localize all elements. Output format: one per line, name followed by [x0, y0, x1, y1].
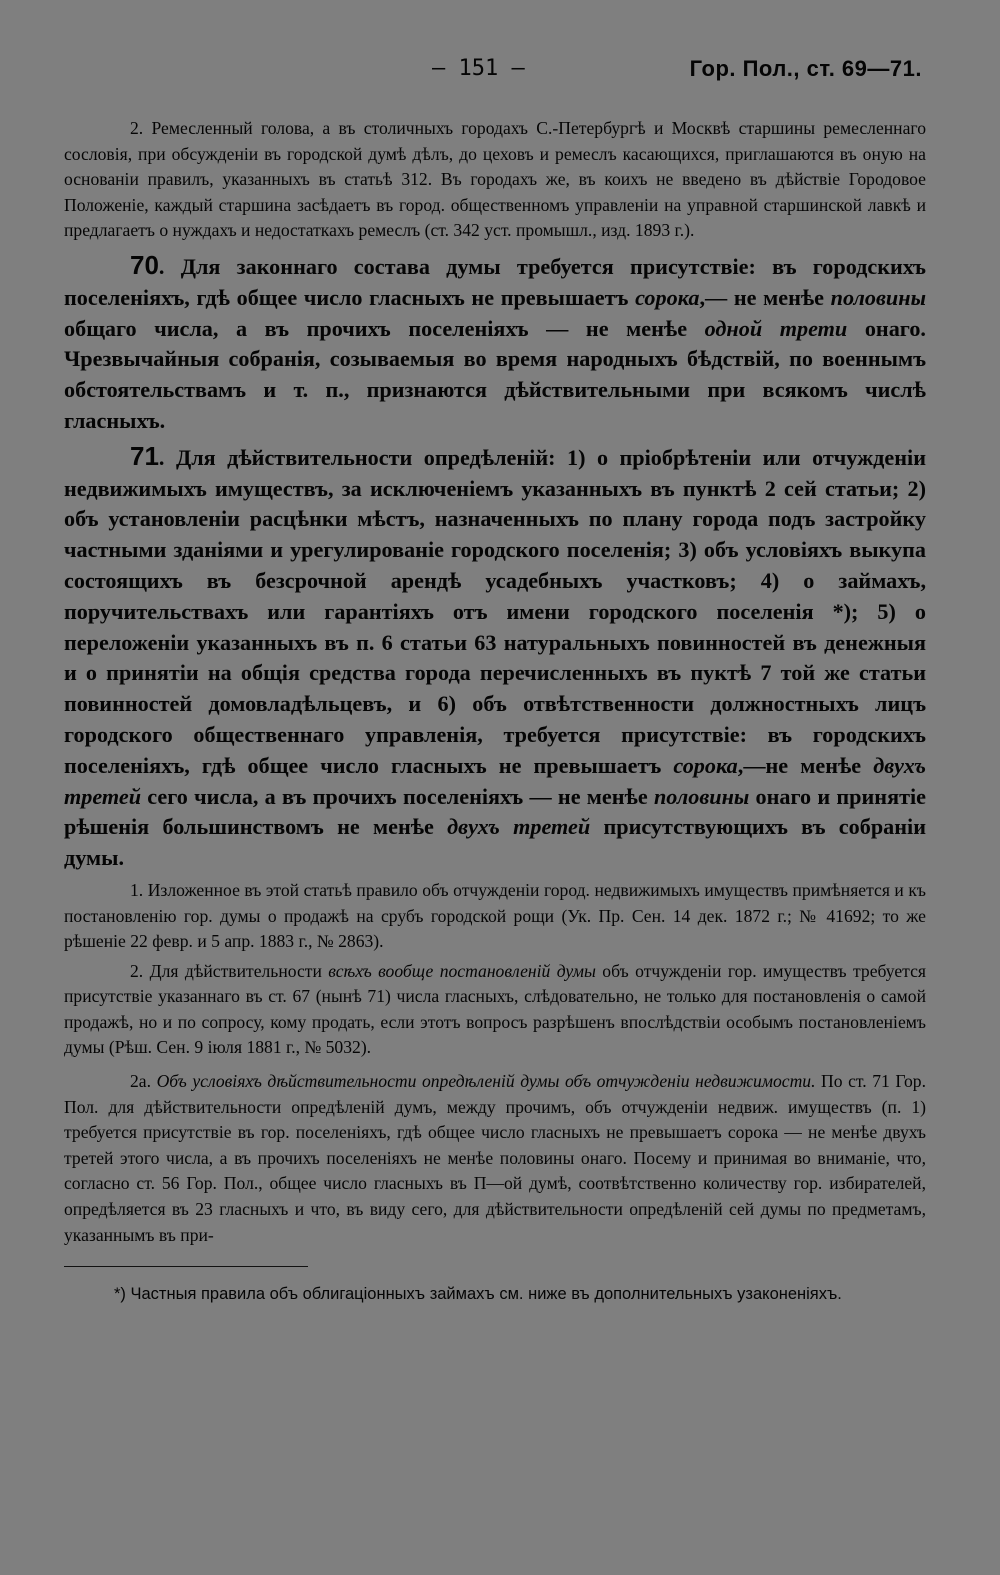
article-70: [64, 250, 926, 437]
page-number: — 151 —: [432, 56, 525, 81]
running-title: Гор. Пол., ст. 69—71.: [689, 56, 922, 81]
article-71: [64, 441, 926, 874]
article-70-number: 70: [130, 249, 159, 280]
article-70-text: онаго. Чрезвычайныя собранія, созываемыя во время народныхъ бѣдствій, по военнымъ обстоятельствамъ и т. п., признаются дѣйствительными при всякомъ числѣ гласныхъ.: [64, 315, 926, 433]
article-71-text: онаго и принятіе рѣшенія большинствомъ не менѣе: [64, 783, 927, 840]
note-71-2a-text: По ст. 71 Гор. Пол. для дѣйствительности опредѣленій думъ, между прочимъ, объ отчужденіи недвиж. имуществъ (п. 1) требуется присутствіе въ гор. поселеніяхъ, гдѣ общее число гласныхъ не превышаетъ сорока — не менѣе двухъ третей этого числа, а въ прочихъ поселеніяхъ не менѣе половины онаго. Посему и принимая во вниманіе, что, согласно ст. 56 Гор. Пол., общее число гласныхъ въ П—ой думѣ, соотвѣтственно количеству гор. избирателей, опредѣляется въ 23 гласныхъ и что, въ виду сего, для дѣйствительности опредѣленій сей думы по предметамъ, указаннымъ въ при-: [64, 1071, 926, 1245]
note-71-2a-text: 2а.: [130, 1071, 157, 1092]
article-71-italic: двухъ третей: [64, 752, 926, 809]
article-70-italic: половины: [830, 284, 926, 310]
note-71-2-text: 2. Для дѣйствительности: [130, 960, 329, 981]
note-69-2: 2. Ремесленный голова, а въ столичныхъ городахъ С.-Петербургѣ и Москвѣ старшины ремесленнаго сословія, при обсужденіи въ городской думѣ дѣлъ, до цеховъ и ремеслъ касающихся, приглашаются въ оную на основаніи правилъ, указанныхъ въ статьѣ 312. Въ городахъ же, въ коихъ не введено въ дѣйствіе Городовое Положеніе, каждый старшина засѣдаетъ въ город. общественномъ управленіи на управной старшинской лавкѣ и предлагаетъ о нуждахъ и недостаткахъ ремеслъ (ст. 342 уст. промышл., изд. 1893 г.).: [64, 118, 926, 241]
note-71-1: 1. Изложенное въ этой статьѣ правило объ отчужденіи город. недвижимыхъ имуществъ примѣняется и къ постановленію гор. думы о продажѣ на срубъ городской рощи (Ук. Пр. Сен. 14 дек. 1872 г.; № 41692; то же рѣшеніе 22 февр. и 5 апр. 1883 г., № 2863).: [64, 879, 926, 952]
article-71-text: ,—не менѣе: [737, 752, 874, 778]
note-71-2-text: объ отчужденіи гор. имуществъ требуется присутствіе указаннаго въ ст. 67 (нынѣ 71) числа гласныхъ, слѣдовательно, не только для постановленія о самой продажѣ, но и по сопросу, кому продать, если этотъ вопросъ разрѣшенъ впослѣдствіи особымъ постановленіемъ думы (Рѣш. Сен. 9 іюля 1881 г., № 5032).: [64, 960, 926, 1058]
note-71-2a-heading: Объ условіяхъ дѣйствительности опредѣленій думы объ отчужденіи недвижимости.: [156, 1071, 816, 1092]
article-70-text: ,— не менѣе: [699, 284, 831, 310]
article-71-text: . Для дѣйствительности опредѣленій: 1) о пріобрѣтеніи или отчужденіи недвижимыхъ имуществъ, за исключеніемъ указанныхъ въ пунктѣ 2 сей статьи; 2) объ установленіи расцѣнки мѣстъ, назначенныхъ по плану города подъ застройку частными зданіями и урегулированіе городского поселенія; 3) объ условіяхъ выкупа состоящихъ въ безсрочной арендѣ усадебныхъ участковъ; 4) о займахъ, поручительствахъ или гарантіяхъ отъ имени городского поселенія *); 5) о переложеніи указанныхъ въ п. 6 статьи 63 натуральныхъ повинностей въ денежныя и о принятіи на общія средства города перечисленныхъ въ пуктѣ 7 той же статьи повинностей домовладѣльцевъ, и 6) объ отвѣтственности должностныхъ лицъ городского общественнаго управленія, требуется присутствіе: въ городскихъ поселеніяхъ, гдѣ общее число гласныхъ не превышаетъ: [64, 444, 926, 778]
note-71-2a: [64, 1069, 926, 1248]
note-71-2-italic: всѣхъ вообще постановленій думы: [328, 960, 596, 981]
page: [64, 52, 926, 1307]
note-71-2: [64, 959, 926, 1061]
article-71-text: сего числа, а въ прочихъ поселеніяхъ — не менѣе: [141, 783, 654, 809]
article-71-italic: сорока: [673, 752, 738, 778]
article-71-text: присутствующихъ въ собраніи думы.: [64, 814, 926, 871]
footnote-divider: [64, 1266, 308, 1267]
article-70-text: общаго числа, а въ прочихъ поселеніяхъ — не менѣе: [64, 315, 705, 341]
article-71-number: 71: [130, 440, 159, 471]
page-header: [64, 52, 926, 88]
article-70-text: . Для законнаго состава думы требуется присутствіе: въ городскихъ поселеніяхъ, гдѣ общее число гласныхъ не превышаетъ: [64, 253, 926, 310]
article-70-italic: сорока: [635, 284, 700, 310]
footnote: *) Частныя правила объ облигаціонныхъ займахъ см. ниже въ дополнительныхъ узаконеніяхъ.: [114, 1285, 842, 1304]
article-71-italic: двухъ третей: [447, 814, 591, 840]
article-71-italic: половины: [653, 783, 750, 809]
article-70-italic: одной трети: [704, 315, 848, 341]
